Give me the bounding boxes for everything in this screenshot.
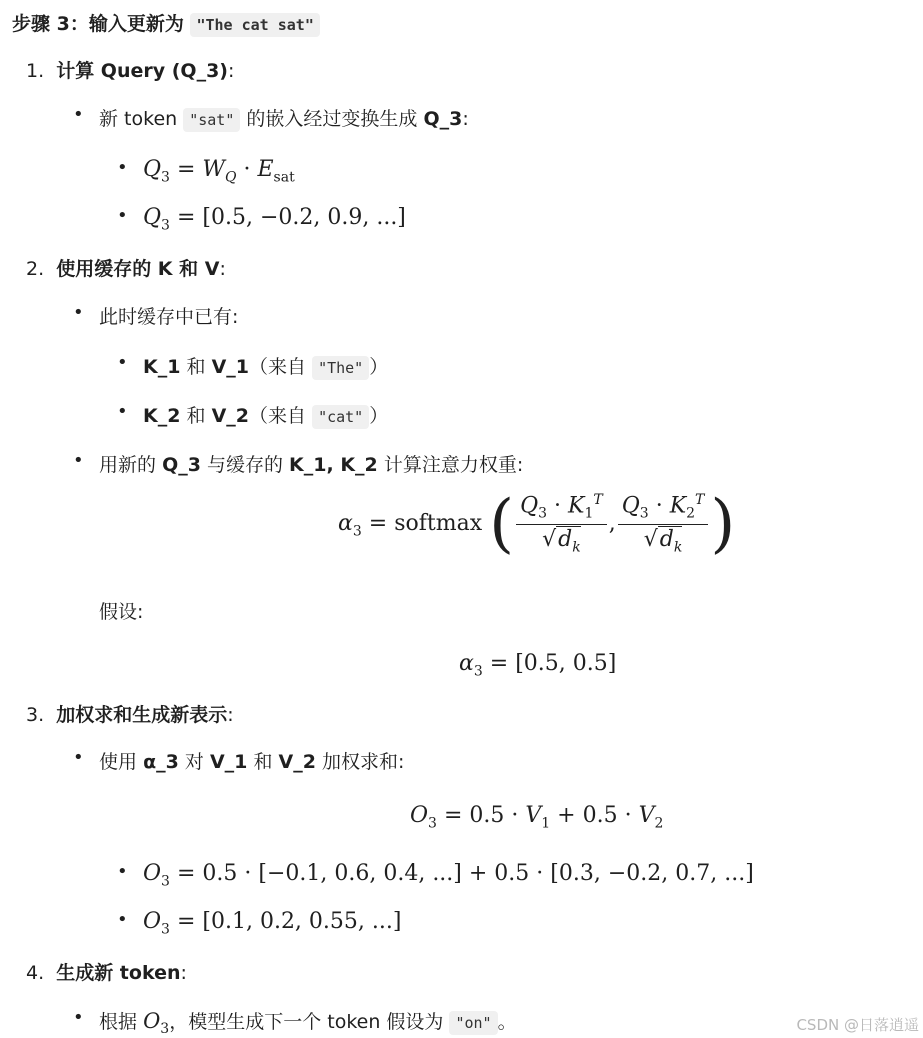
- bold-text: α_3: [143, 751, 179, 773]
- text: 此时缓存中已有:: [99, 306, 239, 328]
- bold-text: K_1: [143, 356, 181, 378]
- text: 的嵌入经过变换生成: [246, 108, 418, 130]
- text: 新 token: [99, 108, 178, 130]
- list-title: 计算 Query (Q_3): [56, 60, 228, 82]
- watermark: CSDN @日落逍遥: [796, 1016, 919, 1034]
- inline-code: "sat": [183, 108, 240, 132]
- bold-text: Q_3: [162, 454, 201, 476]
- math-alpha-value: $\alpha_3 = [0.5$, 0.5]: [459, 651, 617, 680]
- bullet-s1-b1: • 新 token "sat" 的嵌入经过变换生成 Q_3:: [99, 104, 469, 131]
- list-item-4: 4. 生成新 token:: [26, 962, 187, 984]
- inline-math: $O_3$: [143, 1009, 170, 1038]
- list-number: 2.: [26, 258, 45, 280]
- text: 计算注意力权重:: [383, 454, 524, 476]
- text: （来自: [249, 356, 307, 378]
- inline-code: "cat": [312, 405, 369, 429]
- bullet-s2-b1: [99, 302, 238, 329]
- bold-text: K_1, K_2: [289, 454, 378, 476]
- text: 加权求和:: [321, 751, 405, 773]
- bullet-s2-b2: [99, 450, 523, 477]
- bold-text: K_2: [143, 405, 181, 427]
- math-o-formula: $O_3 = 0.5 \cdot V_1 + 0.5 \cdot V_2$: [410, 803, 664, 832]
- text: 使用: [99, 751, 138, 773]
- vector-1: [−0.1, 0.6, 0.4, ...]: [258, 861, 462, 886]
- coef: 0.5: [494, 861, 530, 886]
- inline-code: "on": [449, 1011, 497, 1035]
- math-q-formula: • $Q_3 = W_Q \cdot E_{sat}$: [143, 157, 295, 185]
- text: 对: [184, 751, 204, 773]
- bullet-s4-b1: [99, 1007, 517, 1037]
- list-title: 生成新 token: [56, 962, 181, 984]
- bold-text: Q_3: [423, 108, 463, 130]
- text: 和: [253, 751, 273, 773]
- text: ）: [369, 405, 389, 427]
- bold-text: V_1: [209, 751, 248, 773]
- softmax-label: softmax: [394, 511, 483, 536]
- q-vector: [0.5, −0.2, 0.9, ...]: [202, 205, 406, 230]
- assume-text: [99, 597, 143, 624]
- text: 与缓存的: [206, 454, 283, 476]
- bullet-s3-b1: [99, 747, 404, 774]
- list-item-2: 2. 使用缓存的 K 和 V:: [26, 258, 226, 280]
- text: ）: [369, 356, 389, 378]
- coef: 0.5: [582, 803, 618, 828]
- bold-text: V_1: [211, 356, 249, 378]
- coef: 0.5: [469, 803, 505, 828]
- math-o-expanded: • $O_3 = 0.5 \cdot [-0.1$, 0.6, 0.4, ...] + 0.5 · [0.3, −0.2, 0.7, ...]: [143, 861, 754, 889]
- math-attention-formula: $\alpha_3$ = softmax ( $\frac{Q_3 \cdot K_1^T}{√d_k}$ , $\frac{Q_3 \cdot K_2^T}{√d_k}$ ): [338, 487, 736, 561]
- bold-text: V_2: [278, 751, 316, 773]
- list-item-1: 1. 计算 Query (Q_3):: [26, 60, 235, 82]
- step-heading-text: 步骤 3：输入更新为: [12, 13, 184, 35]
- list-number: 3.: [26, 704, 45, 726]
- list-title: 使用缓存的 K 和 V: [56, 258, 220, 280]
- bullet-kv1: [143, 352, 388, 379]
- list-title: 加权求和生成新表示: [56, 704, 228, 726]
- vector-2: [0.3, −0.2, 0.7, ...]: [550, 861, 754, 886]
- bold-text: V_2: [211, 405, 249, 427]
- list-number: 1.: [26, 60, 45, 82]
- step-input-code: "The cat sat": [190, 13, 319, 37]
- text: （来自: [249, 405, 307, 427]
- coef: 0.5: [202, 861, 238, 886]
- list-item-3: 3. 加权求和生成新表示:: [26, 704, 234, 726]
- alpha-vector: [0.5, 0.5]: [515, 651, 617, 676]
- text: ，模型生成下一个 token 假设为: [169, 1011, 444, 1033]
- text: 和: [186, 405, 206, 427]
- text: 。: [497, 1011, 517, 1033]
- step-heading: [12, 9, 320, 36]
- text: 根据: [99, 1011, 138, 1033]
- text: 用新的: [99, 454, 157, 476]
- bullet-kv2: [143, 401, 388, 428]
- result-vector: [0.1, 0.2, 0.55, ...]: [202, 909, 402, 934]
- math-q-vector: • $Q_3 = [0.5$, −0.2, 0.9, ...]: [143, 205, 406, 233]
- inline-code: "The": [312, 356, 369, 380]
- math-o-result: • $O_3 = [0.1$, 0.2, 0.55, ...]: [143, 909, 401, 937]
- list-number: 4.: [26, 962, 45, 984]
- text: 和: [186, 356, 206, 378]
- text: 假设:: [99, 601, 144, 623]
